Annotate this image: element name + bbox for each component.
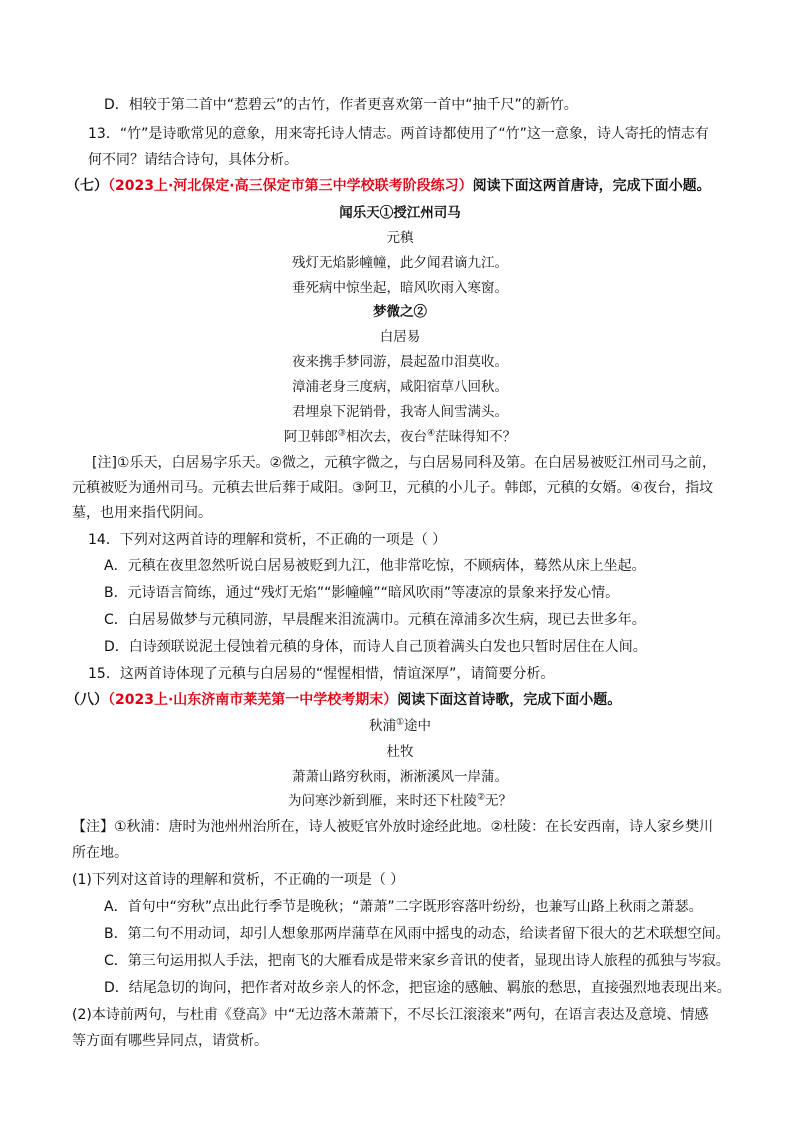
- section7-header: [66, 176, 711, 196]
- poem3-author: 杜牧: [386, 744, 414, 760]
- poem3-title: 秋浦①途中: [368, 717, 432, 734]
- section7-note-line1: [注]①乐天，白居易字乐天。②微之，元稹字微之，与白居易同科及第。在白居易被贬江州司马之前，: [92, 455, 717, 471]
- q12-option-d: D．相较于第二首中“惹碧云”的古竹，作者更喜欢第一首中“抽千尺”的新竹。: [104, 97, 578, 113]
- poem1-line2: 垂死病中惊坐起，暗风吹雨入寒窗。: [292, 280, 508, 296]
- section8-source: （2023上·山东济南市莱芜第一中学校考期末）: [108, 692, 398, 708]
- poem2-title: 梦微之②: [373, 304, 427, 320]
- poem3-line2: 为问寒沙新到雁，来时还下杜陵②无？: [287, 792, 513, 809]
- section7-instruction: 阅读下面这两首唐诗，完成下面小题。: [472, 178, 711, 194]
- poem2-line4: 阿卫韩郎③相次去，夜台④茫昧得知不？: [283, 428, 517, 445]
- q16-1-option-d: D．结尾急切的询问，把作者对故乡亲人的怀念，把宦途的感触、羁旅的愁思，直接强烈地表现出来。: [104, 980, 731, 996]
- section8-number: （八）: [66, 692, 108, 708]
- q13-stem-line1: 13．“竹”是诗歌常见的意象，用来寄托诗人情志。两首诗都使用了“竹”这一意象，诗人寄托的情志有: [88, 126, 709, 142]
- q14-option-d: D．白诗颈联说泥土侵蚀着元稹的身体，而诗人自己顶着满头白发也只暂时居住在人间。: [104, 639, 647, 655]
- q13-stem-line2: 何不同？请结合诗句，具体分析。: [88, 152, 298, 168]
- q14-stem: 14．下列对这两首诗的理解和赏析，不正确的一项是（ ）: [88, 532, 447, 548]
- poem1-author: 元稹: [386, 230, 414, 246]
- section7-note-line3: 墓，也用来指代阴间。: [72, 505, 212, 521]
- section8-note-line2: 所在地。: [72, 845, 128, 861]
- q15-stem: 15．这两首诗体现了元稹与白居易的“惺惺相惜，情谊深厚”，请简要分析。: [88, 666, 555, 682]
- q16-2-stem-line2: 等方面有哪些异同点，请赏析。: [72, 1033, 268, 1049]
- poem3-line1: 萧萧山路穷秋雨，淅淅溪风一岸蒲。: [292, 769, 508, 785]
- poem1-line1: 残灯无焰影幢幢，此夕闻君谪九江。: [292, 255, 508, 271]
- section8-note-line1: 【注】①秋浦：唐时为池州州治所在，诗人被贬官外放时途经此地。②杜陵：在长安西南，诗人家乡樊川: [72, 819, 714, 835]
- poem1-title: 闻乐天①授江州司马: [339, 205, 461, 221]
- q16-1-option-a: A．首句中“穷秋”点出此行季节是晚秋；“萧萧”二字既形容落叶纷纷，也兼写山路上秋雨之萧瑟。: [104, 899, 703, 915]
- q14-option-c: C．白居易做梦与元稹同游，早晨醒来泪流满巾。元稹在漳浦多次生病，现已去世多年。: [104, 612, 646, 628]
- poem2-line3: 君埋泉下泥销骨，我寄人间雪满头。: [292, 404, 508, 420]
- section8-header: [66, 690, 621, 710]
- q14-option-a: A．元稹在夜里忽然听说白居易被贬到九江，他非常吃惊，不顾病体，蓦然从床上坐起。: [104, 558, 646, 574]
- poem2-line1: 夜来携手梦同游，晨起盈巾泪莫收。: [292, 354, 508, 370]
- q14-option-b: B．元诗语言简练，通过“残灯无焰”“影幢幢”“暗风吹雨”等凄凉的景象来抒发心情。: [104, 585, 620, 601]
- q16-2-stem-line1: (2)本诗前两句，与杜甫《登高》中“无边落木萧萧下，不尽长江滚滚来”两句，在语言表达及意境、情感: [72, 1007, 709, 1023]
- q16-1-stem: (1)下列对这首诗的理解和赏析，不正确的一项是（ ）: [72, 872, 405, 888]
- poem2-author: 白居易: [379, 329, 421, 345]
- section7-source: （2023上·河北保定·高三保定市第三中学校联考阶段练习）: [108, 178, 473, 194]
- q16-1-option-b: B．第二句不用动词，却引人想象那两岸蒲草在风雨中摇曳的动态，给读者留下很大的艺术联想空间。: [104, 926, 730, 942]
- q16-1-option-c: C．第三句运用拟人手法，把南飞的大雁看成是带来家乡音讯的使者，显现出诗人旅程的孤独与岑寂。: [104, 953, 730, 969]
- section7-note-line2: 元稹被贬为通州司马。元稹去世后葬于咸阳。③阿卫，元稹的小儿子。韩郎，元稹的女婿。④夜台，指坟: [72, 480, 714, 496]
- section7-number: （七）: [66, 178, 108, 194]
- poem2-line2: 漳浦老身三度病，咸阳宿草八回秋。: [292, 379, 508, 395]
- section8-instruction: 阅读下面这首诗歌，完成下面小题。: [397, 692, 622, 708]
